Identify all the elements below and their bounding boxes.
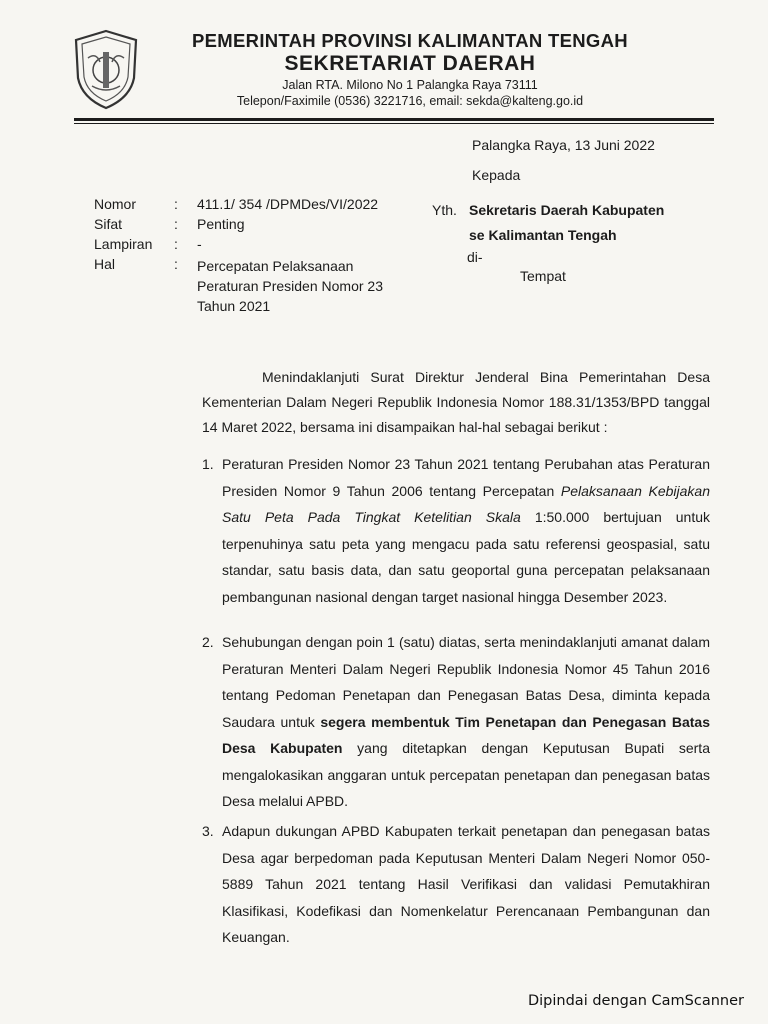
list-text [222,451,710,610]
list-text [222,629,710,815]
text-bold-segment: segera membentuk Tim Penetapan dan Penegasan Batas Desa Kabupaten [222,713,710,756]
intro-paragraph [202,365,710,440]
separator: : [174,196,178,212]
yth-label: Yth. [432,202,457,218]
list-item [202,818,710,951]
intro-text: Menindaklanjuti Surat Direktur Jenderal Bina Pemerintahan Desa Kementerian Dalam Negeri Republik Indonesia Nomor 188.31/1353/BPD tanggal 14 Maret 2022, bersama ini disampaikan hal-hal sebagai berikut : [202,369,710,435]
hal-line: Percepatan Pelaksanaan [197,258,354,274]
list-number: 1. [202,456,214,472]
nomor-value: 411.1/ 354 /DPMDes/VI/2022 [197,196,379,212]
list-item [202,629,710,815]
place-date: Palangka Raya, 13 Juni 2022 [472,137,655,153]
text-segment: Sehubungan dengan poin 1 (satu) diatas, serta menindaklanjuti amanat dalam Peraturan Menteri Dalam Negeri Republik Indonesia Nomor 45 Tahun 2016 tentang Pedoman Penetapan dan Penegasan Batas Desa, diminta kepada Saudara untuk [222,634,710,730]
text-segment: 1:50.000 bertujuan untuk terpenuhinya satu peta yang mengacu pada satu referensi geospasial, satu standar, satu basis data, dan satu geoportal guna percepatan pelaksanaan pembangunan nasional dengan target nasional hingga Desember 2023. [222,509,710,605]
scanner-watermark: Dipindai dengan CamScanner [527,993,744,1009]
text-italic-segment: Pelaksanaan Kebijakan Satu Peta Pada Tingkat Ketelitian Skala [222,482,710,525]
separator: : [174,256,178,272]
lampiran-value: - [197,236,202,252]
recipient-line1: Sekretaris Daerah Kabupaten [469,202,665,218]
hal-label: Hal [94,256,116,272]
text-segment: yang ditetapkan dengan Keputusan Bupati serta mengalokasikan anggaran untuk percepatan penetapan dan penegasan batas Desa melalui APBD. [222,740,710,809]
nomor-label: Nomor [94,196,137,212]
hal-line: Peraturan Presiden Nomor 23 [197,278,383,294]
lampiran-label: Lampiran [94,236,153,252]
letterhead-divider-thin [74,123,714,124]
list-number: 2. [202,634,214,650]
hal-value [197,256,437,316]
kepada-label: Kepada [472,167,521,183]
separator: : [174,236,178,252]
letterhead-contact: Telepon/Faximile (0536) 3221716, email: sekda@kalteng.go.id [236,94,584,108]
letterhead-address: Jalan RTA. Milono No 1 Palangka Raya 73111 [282,78,538,92]
letterhead [150,30,670,109]
text-segment: Peraturan Presiden Nomor 23 Tahun 2021 tentang Perubahan atas Peraturan Presiden Nomor 9 Tahun 2006 tentang Percepatan [222,456,710,499]
list-text [222,818,710,951]
list-item [202,451,710,610]
sifat-label: Sifat [94,216,123,232]
hal-line: Tahun 2021 [197,298,271,314]
recipient-di: di- [467,249,483,265]
letterhead-government: PEMERINTAH PROVINSI KALIMANTAN TENGAH [192,30,628,51]
sifat-value: Penting [197,216,245,232]
text-segment: Adapun dukungan APBD Kabupaten terkait penetapan dan penegasan batas Desa agar berpedoman pada Keputusan Menteri Dalam Negeri Nomor 050-5889 Tahun 2021 tentang Hasil Verifikasi dan validasi Pemutakhiran Klasifikasi, Kodefikasi dan Nomenkelatur Perencanaan Pembangunan dan Keuangan. [222,823,710,945]
separator: : [174,216,178,232]
recipient-tempat: Tempat [520,268,566,284]
letterhead-office: SEKRETARIAT DAERAH [284,52,536,75]
provincial-crest-icon [70,28,142,112]
letterhead-divider-thick [74,118,714,121]
recipient-line2: se Kalimantan Tengah [469,227,617,243]
list-number: 3. [202,823,214,839]
